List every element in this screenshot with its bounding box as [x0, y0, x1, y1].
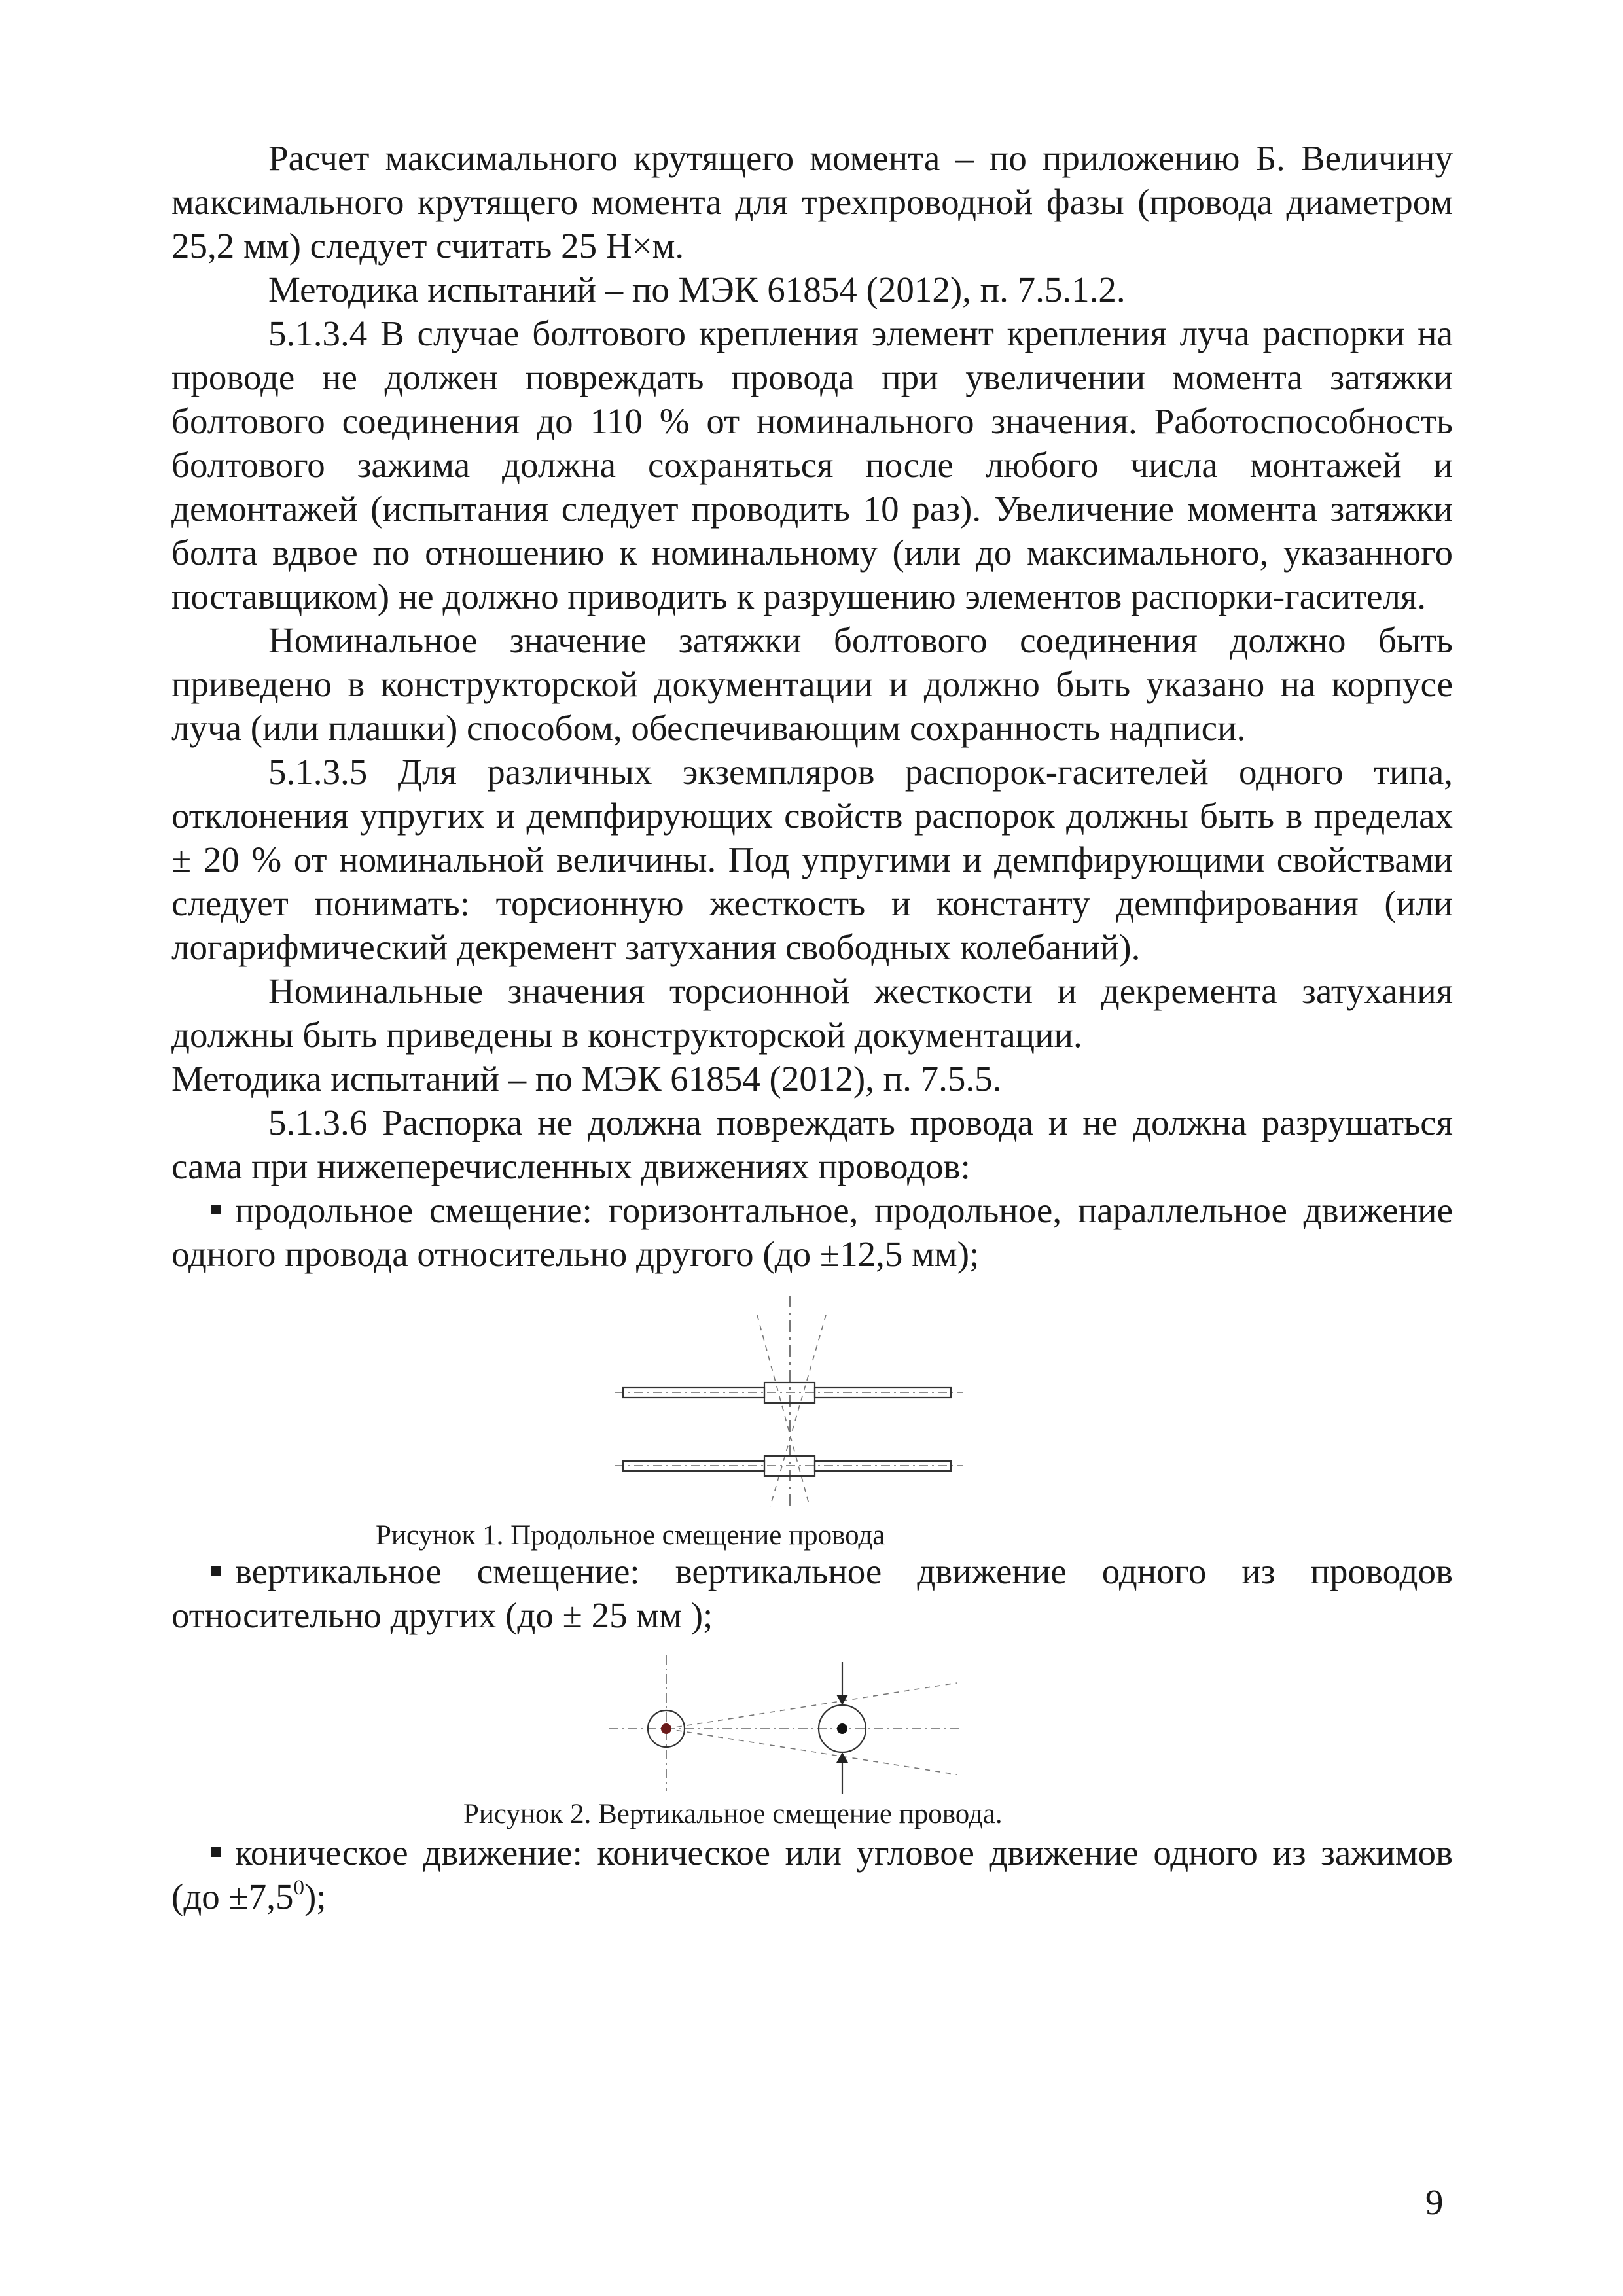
page-body [171, 136, 1453, 1918]
figure-1 [171, 1276, 1453, 1549]
paragraph-test-method-1: Методика испытаний – по МЭК 61854 (2012), п. 7.5.1.2. [268, 270, 1126, 309]
paragraph-5136: 5.1.3.6 Распорка не должна повреждать провода и не должна разрушаться сама при нижеперечисленных движениях проводов: [171, 1103, 1453, 1186]
paragraph-test-method-2: Методика испытаний – по МЭК 61854 (2012), п. 7.5.5. [171, 1059, 1002, 1099]
paragraph-5135: 5.1.3.5 Для различных экземпляров распорок-гасителей одного типа, отклонения упругих и демпфирующих свойств распорок должны быть в пределах ± 20 % от номинальной величины. Под упругими и демпфирующими свойствами следует понимать: торсионную жесткость и константу демпфирования (или логарифмический декремент затухания свободных колебаний). [171, 752, 1453, 967]
figure-1-caption: Рисунок 1. Продольное смещение провода [376, 1520, 885, 1551]
bullet-square-icon [211, 1205, 221, 1214]
bullet-vertical-text: вертикальное смещение: вертикальное движение одного из проводов относительно других (до ± 25 мм ); [171, 1551, 1453, 1635]
bullet-vertical [171, 1549, 1453, 1637]
bullet-conical-end: ); [304, 1877, 327, 1916]
figure-2 [171, 1637, 1453, 1831]
page-number: 9 [1425, 2182, 1444, 2222]
bullet-conical-text: коническое движение: коническое или угловое движение одного из зажимов (до ±7,5 [171, 1833, 1453, 1916]
degree-superscript: 0 [293, 1876, 304, 1899]
bullet-longitudinal [171, 1188, 1453, 1276]
bullet-longitudinal-text: продольное смещение: горизонтальное, продольное, параллельное движение одного провода относительно другого (до ±12,5 мм); [171, 1190, 1453, 1274]
bullet-square-icon [211, 1847, 221, 1857]
paragraph-nominal-tightening: Номинальное значение затяжки болтового соединения должно быть приведено в конструкторской документации и должно быть указано на корпусе луча (или плашки) способом, обеспечивающим сохранность надписи. [171, 620, 1453, 748]
figure-1-diagram [171, 1276, 1453, 1518]
bullet-conical [171, 1831, 1453, 1918]
figure-2-diagram [171, 1637, 1453, 1794]
figure-2-caption: Рисунок 2. Вертикальное смещение провода. [463, 1799, 1003, 1829]
paragraph-nominal-values: Номинальные значения торсионной жесткости и декремента затухания должны быть приведены в конструкторской документации. [171, 971, 1453, 1055]
paragraph-torque-calc: Расчет максимального крутящего момента – по приложению Б. Величину максимального крутящего момента для трехпроводной фазы (провода диаметром 25,2 мм) следует считать 25 Н×м. [171, 138, 1453, 266]
paragraph-5134: 5.1.3.4 В случае болтового крепления элемент крепления луча распорки на проводе не должен повреждать провода при увеличении момента затяжки болтового соединения до 110 % от номинального значения. Работоспособность болтового зажима должна сохраняться после любого числа монтажей и демонтажей (испытания следует проводить 10 раз). Увеличение момента затяжки болта вдвое по отношению к номинальному (или до максимального, указанного поставщиком) не должно приводить к разрушению элементов распорки-гасителя. [171, 313, 1453, 616]
bullet-square-icon [211, 1566, 221, 1576]
